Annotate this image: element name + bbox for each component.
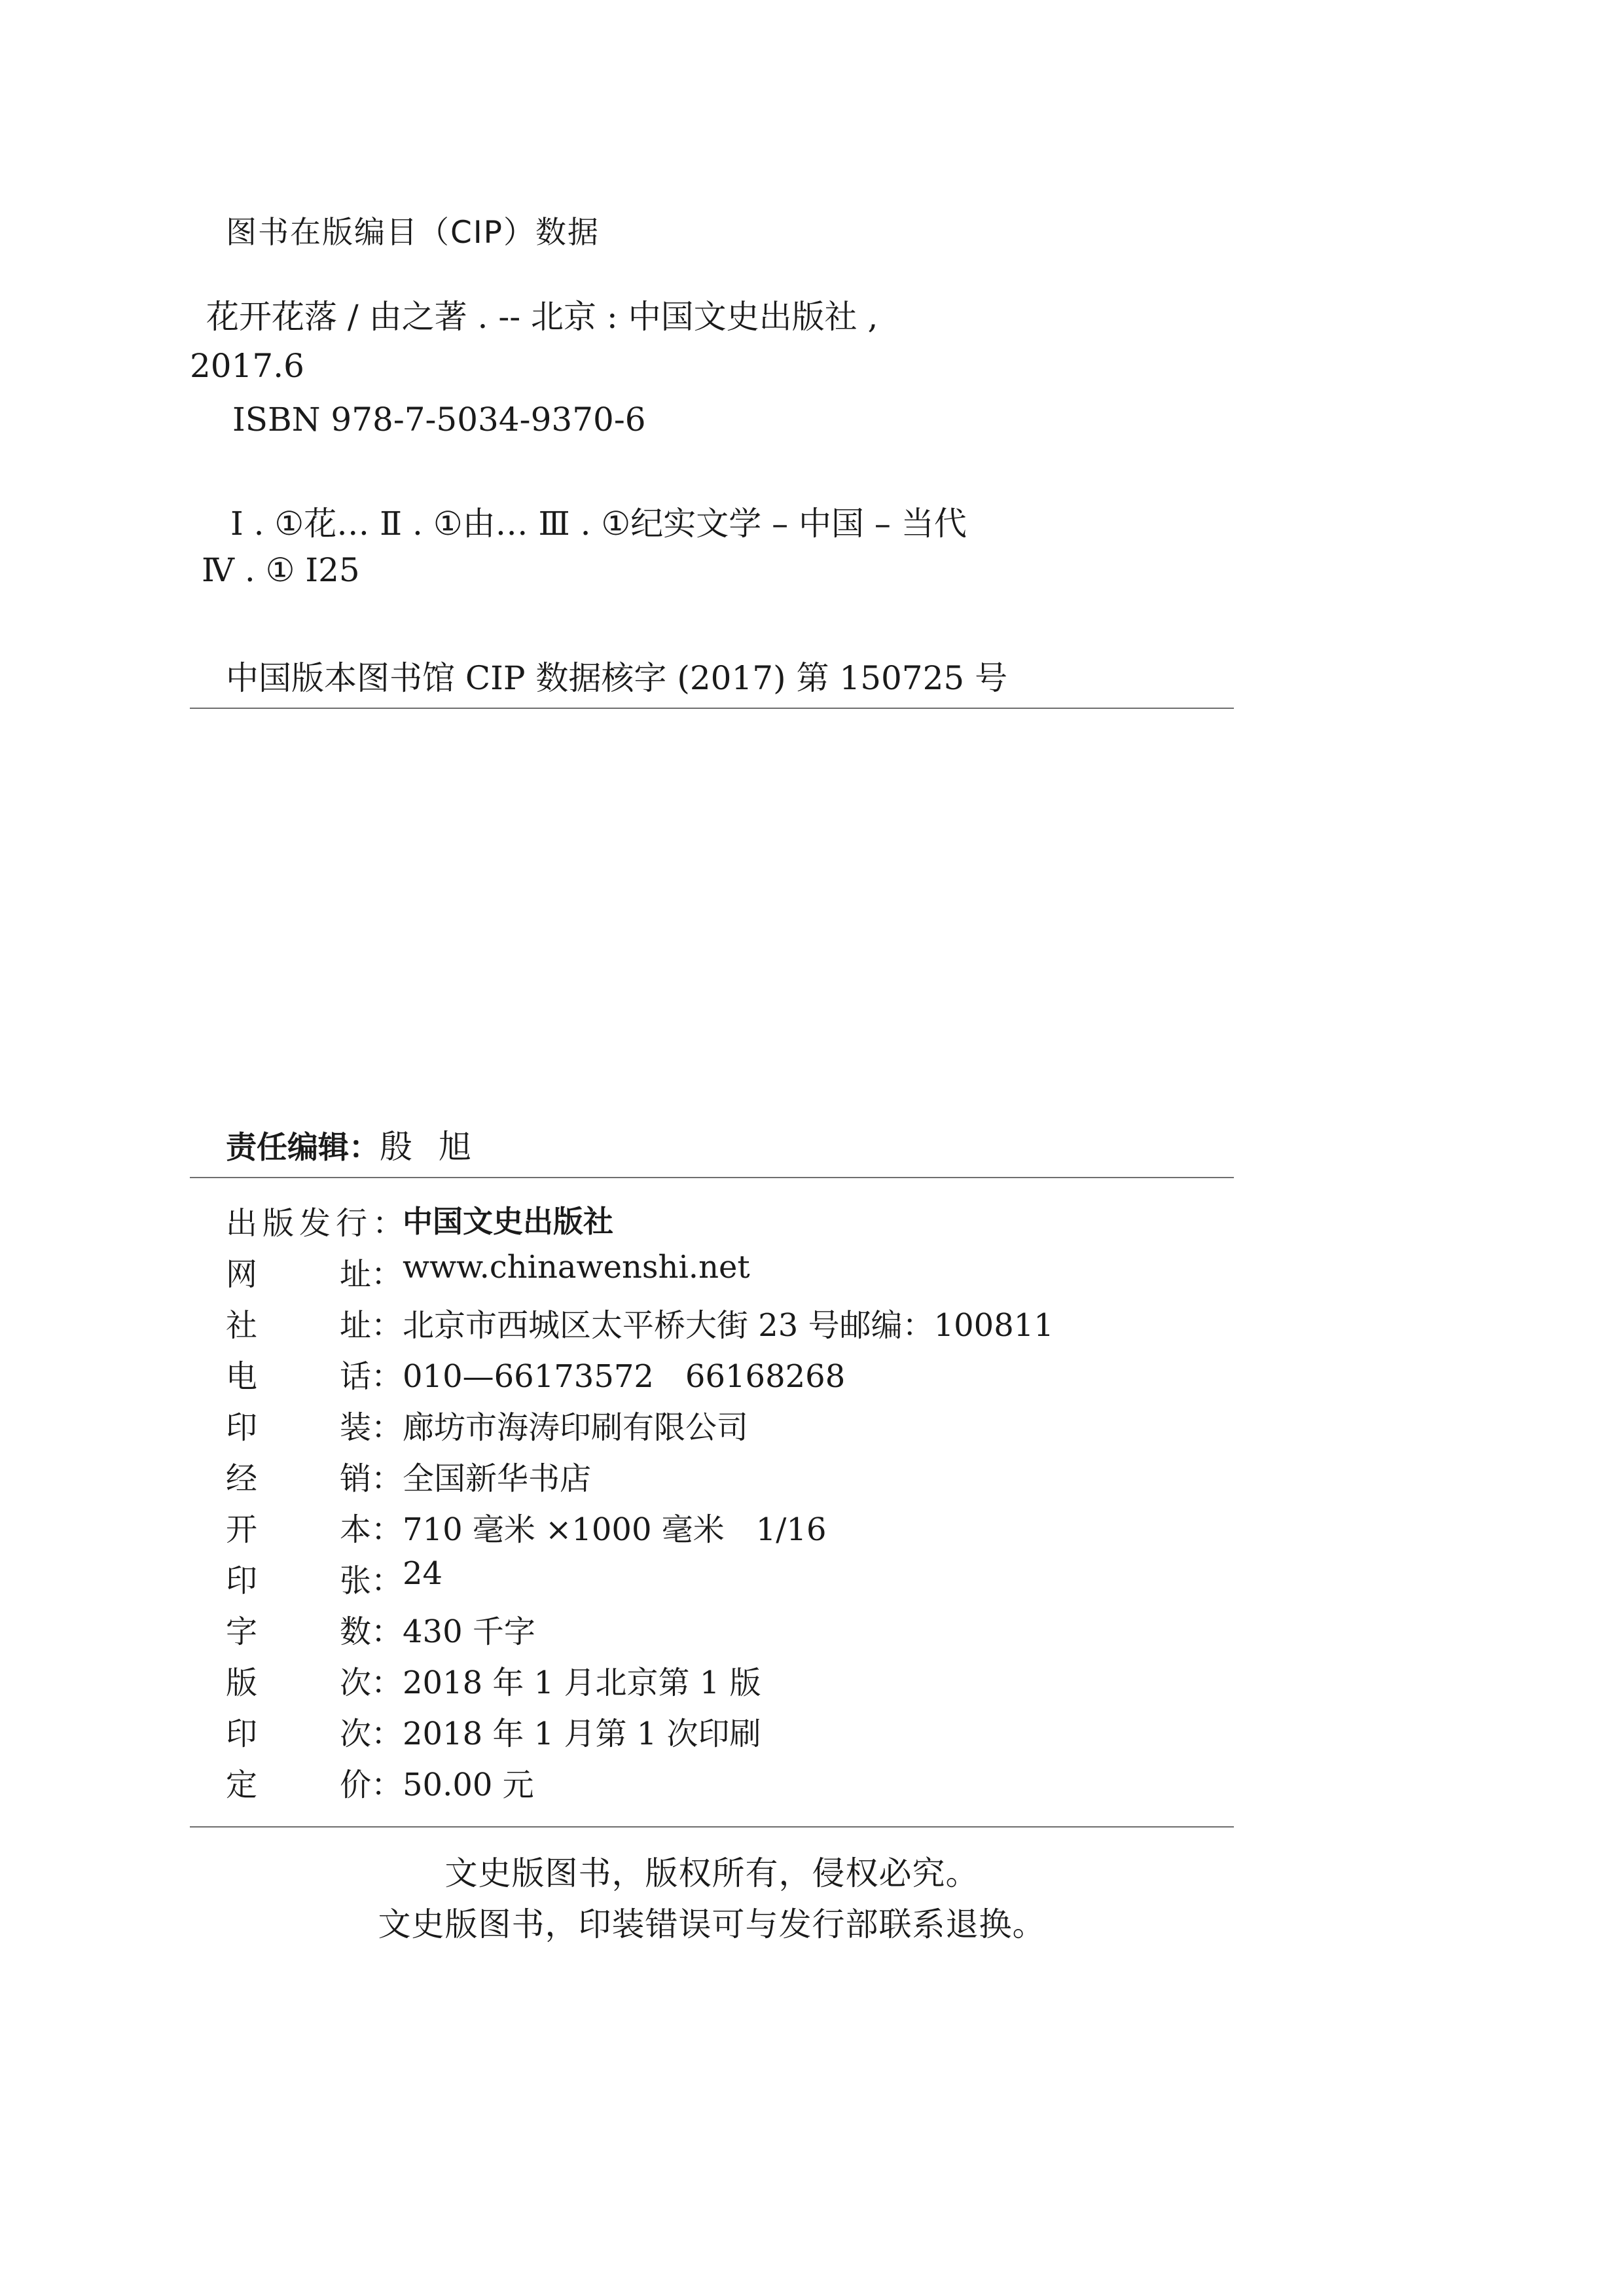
info-key-first: 社 <box>226 1307 258 1344</box>
cip-date-line: 2017.6 <box>190 347 304 385</box>
info-key-last: 价： <box>339 1767 403 1803</box>
info-key <box>226 1198 403 1243</box>
info-key <box>226 1657 403 1702</box>
divider-editor <box>190 1177 1234 1178</box>
cip-class-number-line: Ⅳ . ① I25 <box>202 551 360 589</box>
responsible-editor-value: 殷旭 <box>380 1128 497 1166</box>
info-key <box>226 1555 403 1600</box>
cip-record-number-line: 中国版本图书馆 CIP 数据核字 (2017) 第 150725 号 <box>226 659 1008 697</box>
info-key-first: 电 <box>226 1358 258 1395</box>
replacement-notice: 文史版图书，印装错误可与发行部联系退换。 <box>378 1905 1046 1943</box>
info-key-colon: ： <box>372 1205 405 1242</box>
info-key <box>226 1759 403 1805</box>
responsible-editor <box>226 1121 497 1168</box>
divider-info <box>190 1826 1234 1828</box>
responsible-editor-label: 责任编辑： <box>226 1130 380 1166</box>
info-key-first: 网 <box>226 1256 258 1293</box>
info-key <box>226 1351 403 1396</box>
info-key <box>226 1453 403 1498</box>
info-key-last: 址： <box>339 1307 403 1344</box>
info-key-first: 版 <box>226 1665 258 1701</box>
divider-cip <box>190 708 1234 709</box>
info-key-first: 印 <box>226 1409 258 1446</box>
info-value-phone: 010—66173572 66168268 <box>403 1358 846 1395</box>
info-value-address: 北京市西城区太平桥大街 23 号邮编：100811 <box>403 1307 1054 1344</box>
info-key-last: 次： <box>339 1716 403 1752</box>
info-key-text: 出版发行 <box>226 1205 373 1242</box>
info-key-first: 定 <box>226 1767 258 1803</box>
info-value-word-count: 430 千字 <box>403 1613 535 1650</box>
info-key-last: 本： <box>339 1511 403 1548</box>
info-value-format: 710 毫米 ×1000 毫米 1/16 <box>403 1511 827 1548</box>
copyright-notice: 文史版图书，版权所有，侵权必究。 <box>444 1854 979 1892</box>
info-key-first: 开 <box>226 1511 258 1548</box>
info-key-first: 印 <box>226 1562 258 1599</box>
info-key-last: 次： <box>339 1665 403 1701</box>
info-key-last: 话： <box>339 1358 403 1395</box>
info-value-distributor: 全国新华书店 <box>403 1460 592 1497</box>
info-key-last: 销： <box>339 1460 403 1497</box>
cip-isbn-line: ISBN 978-7-5034-9370-6 <box>232 401 646 439</box>
info-value-printer: 廊坊市海涛印刷有限公司 <box>403 1409 749 1446</box>
info-key <box>226 1504 403 1549</box>
info-key-first: 字 <box>226 1613 258 1650</box>
info-value-publisher: 中国文史出版社 <box>403 1204 613 1239</box>
info-key-last: 张： <box>339 1562 403 1599</box>
info-key-last: 装： <box>339 1409 403 1446</box>
info-key <box>226 1300 403 1345</box>
info-value-sheets: 24 <box>403 1555 443 1592</box>
info-key-last: 数： <box>339 1613 403 1650</box>
info-value-website: www.chinawenshi.net <box>403 1249 750 1286</box>
info-key <box>226 1708 403 1754</box>
info-value-edition: 2018 年 1 月北京第 1 版 <box>403 1665 761 1701</box>
info-key <box>226 1606 403 1651</box>
info-key-first: 经 <box>226 1460 258 1497</box>
info-key-first: 印 <box>226 1716 258 1752</box>
info-key <box>226 1402 403 1447</box>
cip-title: 图书在版编目（CIP）数据 <box>226 215 600 251</box>
info-key-last: 址： <box>339 1256 403 1293</box>
info-value-printing: 2018 年 1 月第 1 次印刷 <box>403 1716 761 1752</box>
info-key <box>226 1249 403 1294</box>
info-value-price: 50.00 元 <box>403 1767 534 1803</box>
cip-title-line: 花开花落 / 由之著 . -- 北京 : 中国文史出版社 , <box>206 298 878 336</box>
cip-classification-line: Ⅰ . ①花… Ⅱ . ①由… Ⅲ . ①纪实文学 – 中国 – 当代 <box>230 505 967 543</box>
